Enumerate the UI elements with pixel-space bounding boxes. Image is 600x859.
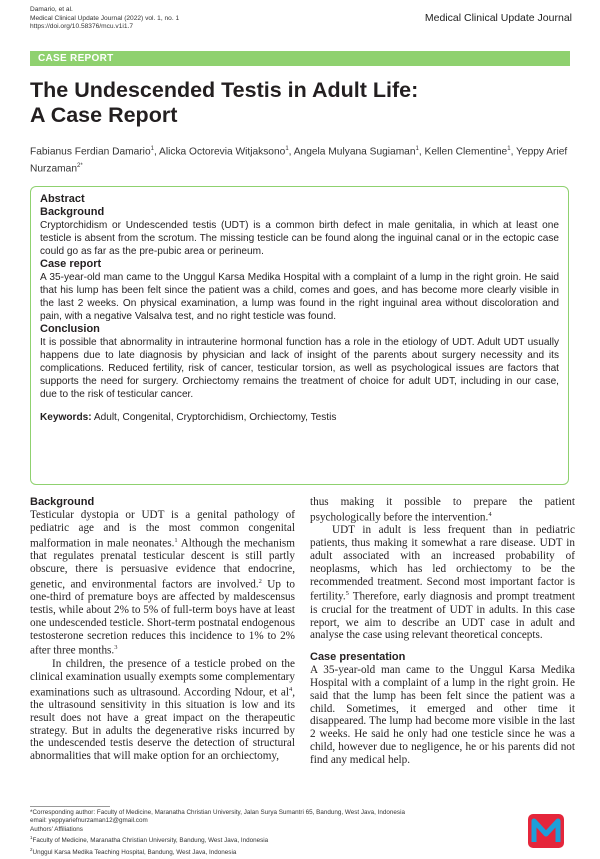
affiliation-1 [30,834,490,846]
keywords-label: Keywords: [40,412,92,423]
keywords-list: Adult, Congenital, Cryptorchidism, Orchiectomy, Testis [91,412,337,423]
author-name: , Alicka Octorevia Witjaksono [153,146,286,158]
text-run: UDT in adult is less frequent than in pediatric patients, thus making it somewhat a rare disease. UDT in adult associated with an increased probability of neoplasms, which has led orchiectomy to be the recommended treatment. Second most important factor is fertility. [310,524,575,604]
background-heading: Background [30,496,95,508]
affiliation-text: Unggul Karsa Medika Teaching Hospital, Bandung, West Java, Indonesia [32,848,237,856]
journal-name: Medical Clinical Update Journal [424,12,572,24]
running-header-authors: Damario, et al. [30,6,73,13]
abstract-conclusion-text: It is possible that abnormality in intrauterine hormonal function has a role in the etiology of UDT. Adult UDT usually happens due to late diagnosis by physician and lack of insight of the parents about surgery necessity and its complications. Reduced fertility, risk of cancer, testicular torsion, as well as psychological issues are factors that supports the need for surgery. Orchiectomy remains the treatment of choice for adult UDT, including in our case, due to the risk of testicular cancer. [40,337,559,400]
paper-title-line2: A Case Report [30,103,178,127]
citation-ref[interactable]: 4 [488,510,492,518]
affiliation-mark: 1 [285,146,289,152]
section-gap [310,642,575,651]
abstract-case-text: A 35-year-old man came to the Unggul Karsa Medika Hospital with a complaint of a lump in the right groin. He said that his lump has been felt since the patient was a child, comes and goes, and has become more clearly visible in the last 2 weeks. On physical examination, a lump was found in the right inguinal area without discoloration and pain, with a negative Valsalva test, and no right testicle was found. [40,272,559,322]
article-type-badge: CASE REPORT [30,51,570,66]
abstract-box [30,186,569,485]
affiliation-mark: 2 [30,846,33,852]
background-paragraph-2-continued [310,496,575,524]
author-name: , Kellen Clementine [418,146,508,158]
text-run: thus making it possible to prepare the patient psychologically before the intervention. [310,496,575,524]
paper-title-line1: The Undescended Testis in Adult Life: [30,78,419,102]
affiliation-mark: 1 [507,146,511,152]
citation-ref[interactable]: 5 [345,590,349,598]
citation-ref[interactable]: 3 [114,644,118,652]
abstract-background-heading: Background [40,206,105,218]
affiliation-mark: 2* [77,163,83,170]
author-name: Fabianus Ferdian Damario [30,146,151,158]
affiliation-text: Faculty of Medicine, Maranatha Christian University, Bandung, West Java, Indonesia [32,837,269,845]
corresponding-author-note: *Corresponding author: Faculty of Medicine, Maranatha Christian University, Jalan Surya Sumantri 65, Bandung, West Java, Indonesia [30,809,405,816]
text-run: Testicular dystopia or UDT is a genital pathology of pediatric age and is the most common congenital malformation in male neonates. [30,509,295,550]
corresponding-email[interactable]: email: yeppyariefnurzaman12@gmail.com [30,817,148,825]
author-name: , Yeppy Arief Nurzaman [30,146,568,175]
text-run: Although the mechanism that regulates prenatal testicular descent is still partly obscure, there is persuasive evidence that endocrine, genetic, and environmental factors are involved. [30,537,295,591]
background-paragraph-1 [30,509,295,658]
paper-title [30,78,570,128]
doi-link[interactable]: https://doi.org/10.58376/mcu.v1i1.7 [30,23,134,31]
running-header [30,6,179,32]
left-column [30,496,295,763]
case-presentation-heading: Case presentation [310,651,406,664]
citation-ref[interactable]: 1 [174,536,178,544]
citation-ref[interactable]: 2 [258,577,262,585]
affiliations-heading: Authors' Affiliations [30,825,83,833]
background-paragraph-2 [30,658,295,763]
background-paragraph-3 [310,524,575,642]
text-run: Therefore, early diagnosis and prompt treatment is crucial for the treatment of UDT in adults. In this case report, we aim to describe an UDT case in adult and analyse the case using relevant theoretical concepts. [310,591,575,642]
text-run: In children, the presence of a testicle probed on the clinical examination usually exempts some complementary examinations such as ultrasound. According Ndour, et al [30,657,296,699]
abstract-conclusion-heading: Conclusion [40,323,100,335]
abstract-heading: Abstract [40,193,85,205]
footnote-rule [30,806,110,807]
text-run: , the ultrasound sensitivity in this situation is low and its result does not have a great impact on the therapeutic strategy. But in adults the degenerative risks incurred by the undescended testis deserve the detection of structural abnormalities that will make option for an orchiectomy, [30,686,295,763]
abstract-background-text: Cryptorchidism or Undescended testis (UDT) is a common birth defect in male genitalia, in which at least one testicle is absent from the scrotum. The missing testicle can be found along the inguinal canal or in the ectopic case could go as far as the pre-pubic area or perineum. [40,220,559,257]
affiliation-mark: 1 [415,146,419,152]
author-list [30,142,575,177]
affiliation-2 [30,846,490,858]
case-presentation-paragraph: A 35-year-old man came to the Unggul Karsa Medika Hospital with a complaint of a lump in the right groin. He said that the lump has been felt since the patient was a child. Sometimes, it emerged and other time it disappeared. The lump had become more visible in the last 2 weeks. He said he only had one testicle since he was a child, however due to negligence, he or his parents did not find any medical help. [310,664,575,766]
running-header-citation: Medical Clinical Update Journal (2022) vol. 1, no. 1 [30,14,180,22]
text-run: Up to one-third of premature boys are affected by maldescensus testis, while about 2% to 5% of full-term boys have at least one undescended testicle. Short-term postnatal endogenous testosterone secretion reduces this incidence to 1% to 2% after three months. [30,578,295,658]
abstract-case-heading: Case report [40,258,102,270]
citation-ref[interactable]: 4 [288,685,293,693]
keywords [40,411,559,424]
right-column [310,496,575,767]
affiliation-mark: 1 [150,146,154,152]
author-name: , Angela Mulyana Sugiaman [288,146,416,158]
journal-m-logo-icon [522,808,570,854]
affiliation-mark: 1 [30,835,33,841]
footnotes [30,809,490,857]
